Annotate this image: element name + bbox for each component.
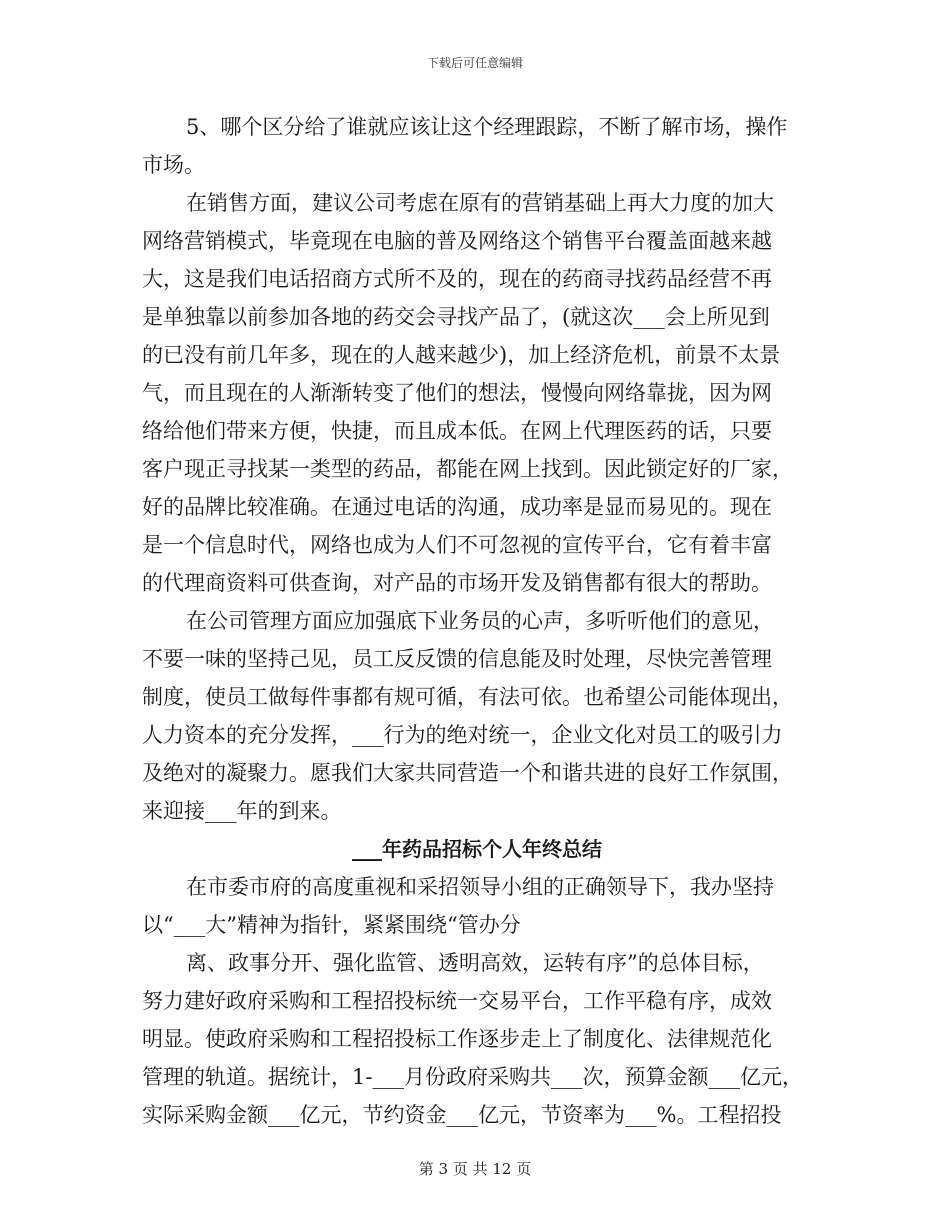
text-line: 不要一味的坚持己见，员工反反馈的信息能及时处理，尽快完善管理 — [142, 647, 772, 671]
header-note: 下载后可任意编辑 — [426, 56, 523, 70]
text-line: 5、哪个区分给了谁就应该让这个经理跟踪，不断了解市场，操作 — [186, 115, 788, 139]
text-line: 努力建好政府采购和工程招投标统一交易平台，工作平稳有序，成效 — [142, 989, 772, 1013]
text-line: 的已没有前几年多，现在的人越来越少)，加上经济危机，前景不太景 — [142, 343, 781, 367]
text-line: 是一个信息时代，网络也成为人们不可忽视的宣传平台，它有着丰富 — [142, 533, 772, 557]
text-line: 好的品牌比较准确。在通过电话的沟通，成功率是显而易见的。现在 — [142, 495, 772, 519]
paragraph — [142, 108, 812, 184]
paragraph — [142, 602, 812, 830]
text-line: 管理的轨道。据统计，1-___月份政府采购共___次，预算金额___亿元， — [142, 1065, 803, 1089]
text-line: 明显。使政府采购和工程招投标工作逐步走上了制度化、法律规范化 — [142, 1027, 772, 1051]
text-line: 大，这是我们电话招商方式所不及的，现在的药商寻找药品经营不再 — [142, 267, 772, 291]
text-line: 是单独靠以前参加各地的药交会寻找产品了，(就这次___会上所见到 — [142, 305, 770, 329]
text-line: 在销售方面，建议公司考虑在原有的营销基础上再大力度的加大 — [186, 191, 774, 215]
text-line: 来迎接___年的到来。 — [142, 799, 342, 823]
text-line: 及绝对的凝聚力。愿我们大家共同营造一个和谐共进的良好工作氛围， — [142, 761, 793, 785]
document-body — [142, 108, 812, 1134]
text-line: 在市委市府的高度重视和采招领导小组的正确领导下，我办坚持 — [186, 875, 774, 899]
text-line: 实际采购金额___亿元，节约资金___亿元，节资率为___%。工程招投 — [142, 1103, 782, 1127]
text-line: 的代理商资料可供查询，对产品的市场开发及销售都有很大的帮助。 — [142, 571, 772, 595]
text-line: 网络营销模式，毕竟现在电脑的普及网络这个销售平台覆盖面越来越 — [142, 229, 772, 253]
text-line: 气，而且现在的人渐渐转变了他们的想法，慢慢向网络靠拢，因为网 — [142, 381, 772, 405]
section-title: ___年药品招标个人年终总结 — [352, 837, 602, 861]
paragraph — [142, 944, 812, 1134]
text-line: 在公司管理方面应加强底下业务员的心声，多听听他们的意见， — [186, 609, 774, 633]
text-line: 制度，使员工做每件事都有规可循，有法可依。也希望公司能体现出， — [142, 685, 793, 709]
text-line: 以“___大”精神为指针，紧紧围绕“管办分 — [142, 913, 521, 937]
text-line: 人力资本的充分发挥，___行为的绝对统一，企业文化对员工的吸引力 — [142, 723, 783, 747]
text-line: 市场。 — [142, 153, 205, 177]
text-line: 客户现正寻找某一类型的药品，都能在网上找到。因此锁定好的厂家， — [142, 457, 793, 481]
page-number-footer: 第 3 页 共 12 页 — [418, 1160, 532, 1178]
text-line: 络给他们带来方便，快捷，而且成本低。在网上代理医药的话，只要 — [142, 419, 772, 443]
paragraph — [142, 184, 812, 602]
text-line: 离、政事分开、强化监管、透明高效，运转有序”的总体目标， — [186, 951, 764, 975]
paragraph — [142, 868, 812, 944]
